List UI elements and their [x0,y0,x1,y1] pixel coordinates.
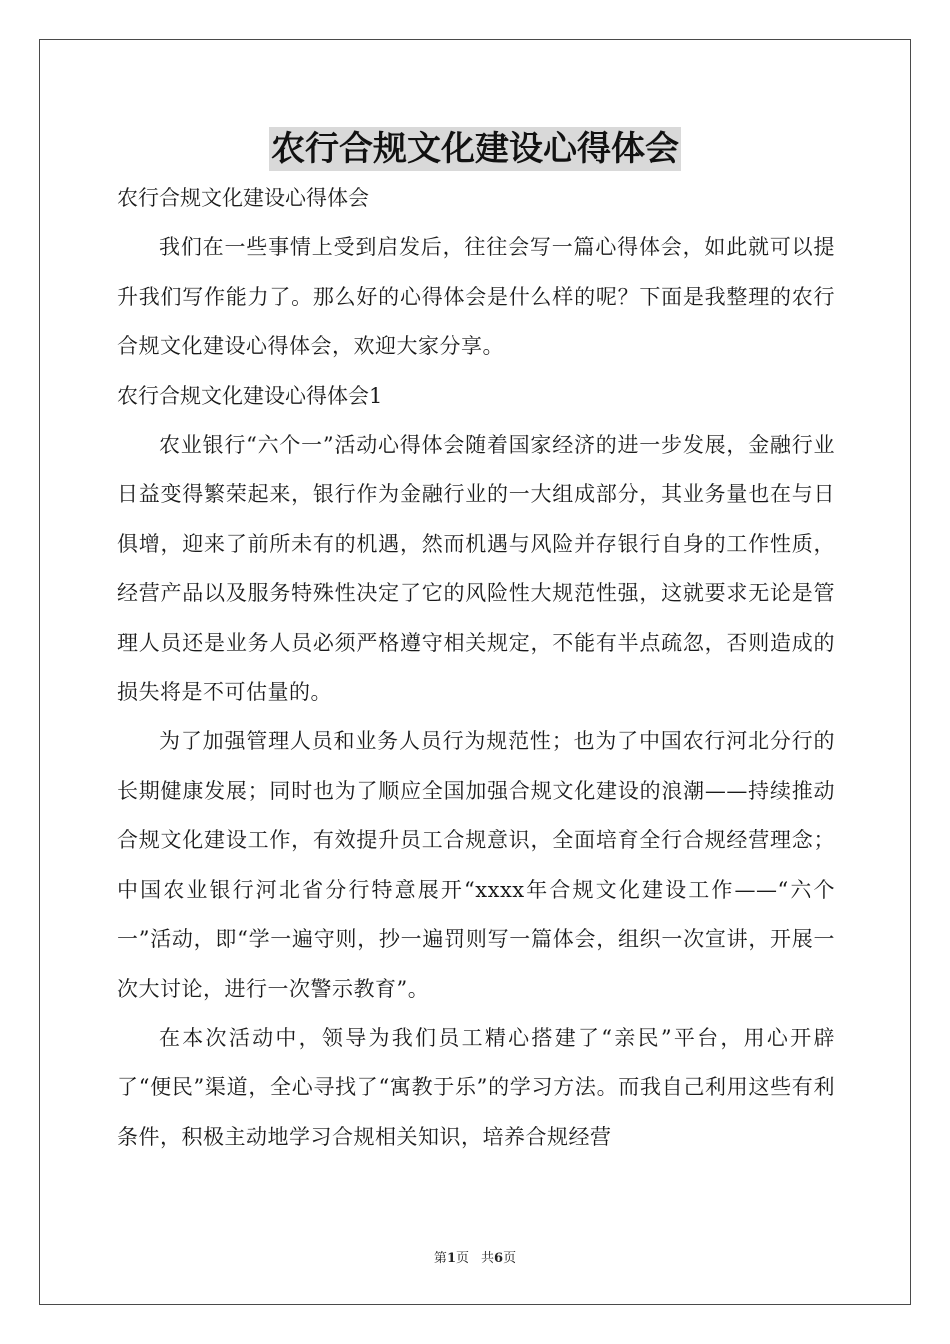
footer-page-mid: 页 [455,1251,469,1266]
document-subtitle: 农行合规文化建设心得体会 [117,186,369,210]
section-heading: 农行合规文化建设心得体会1 [117,383,383,408]
intro-paragraph: 我们在一些事情上受到启发后，往往会写一篇心得体会，如此就可以提升我们写作能力了。那么好的心得体会是什么样的呢？下面是我整理的农行合规文化建设心得体会，欢迎大家分享。 [117,235,835,359]
page-footer [0,1247,950,1266]
body-paragraph-2: 为了加强管理人员和业务人员行为规范性；也为了中国农行河北分行的长期健康发展；同时也为了顺应全国加强合规文化建设的浪潮——持续推动合规文化建设工作，有效提升员工合规意识，全面培育全行合规经营理念；中国农业银行河北省分行特意展开“xxxx年合规文化建设工作——“六个一”活动，即“学一遍守则，抄一遍罚则写一篇体会，组织一次宣讲，开展一次大讨论，进行一次警示教育”。 [117,729,835,1001]
document-body [117,174,835,1162]
footer-page-total: 6 [494,1251,504,1266]
title-container [0,127,950,171]
footer-total-suffix: 页 [503,1251,517,1266]
footer-page-current: 1 [446,1251,456,1266]
document-title: 农行合规文化建设心得体会 [271,129,679,169]
body-paragraph-3: 在本次活动中，领导为我们员工精心搭建了“亲民”平台，用心开辟了“便民”渠道，全心寻找了“寓教于乐”的学习方法。而我自己利用这些有利条件，积极主动地学习合规相关知识，培养合规经营 [117,1025,835,1149]
body-paragraph-1: 农业银行“六个一”活动心得体会随着国家经济的进一步发展，金融行业日益变得繁荣起来，银行作为金融行业的一大组成部分，其业务量也在与日俱增，迎来了前所未有的机遇，然而机遇与风险并存银行自身的工作性质，经营产品以及服务特殊性决定了它的风险性大规范性强，这就要求无论是管理人员还是业务人员必须严格遵守相关规定，不能有半点疏忽，否则造成的损失将是不可估量的。 [117,433,835,705]
footer-page-prefix: 第 [433,1251,447,1266]
footer-total-prefix: 共 [481,1251,495,1266]
